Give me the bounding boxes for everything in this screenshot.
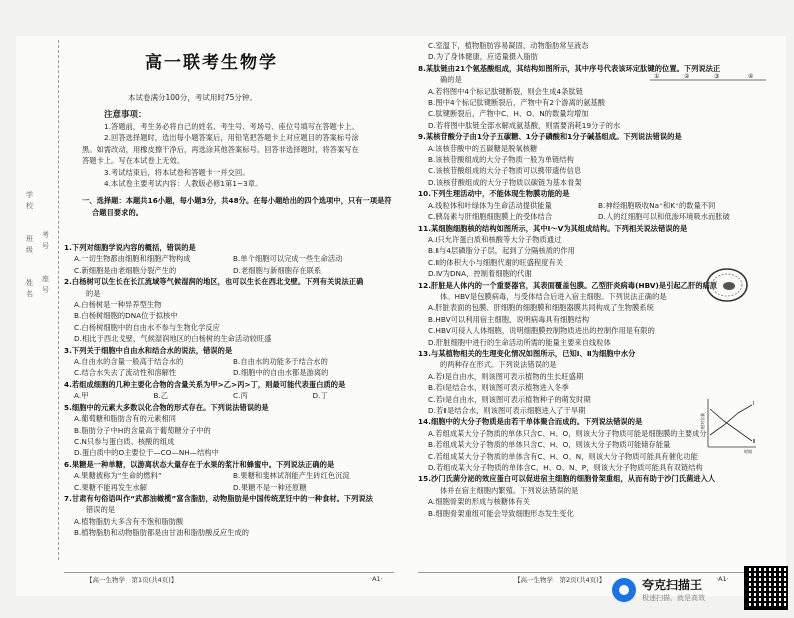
binding-label: 姓名	[26, 279, 33, 298]
option-row	[64, 470, 392, 481]
binding-label: 考号	[42, 231, 49, 250]
option-text: C.结合水失去了流动性和溶解性	[74, 368, 177, 378]
section-heading: 合题目要求的。	[92, 207, 144, 217]
option-text: A.Ⅰ只允许蛋白质和核酸等大分子物质通过	[428, 234, 562, 244]
option-text: A.该核苷酸中的五碳糖是脱氧核糖	[428, 143, 538, 153]
notice-line: 黑。如需改动，用橡皮擦干净后，再选涂其他答案标号。回答非选择题时，将答案写在	[82, 144, 359, 154]
question-stem: 15.沙门氏菌分泌的效应蛋白可以促进宿主细胞的细胞骨架重组，从而有助于沙门氏菌进入人	[418, 474, 716, 484]
option-text: D.若将图中肽链全部水解成氨基酸，则需要消耗19分子的水	[428, 120, 621, 130]
question-stem: 13.与某植物相关的生理变化情况如图所示，已知Ⅰ、Ⅱ为细胞中水分	[418, 348, 636, 358]
question-stem-cont: 错误的是	[86, 505, 116, 515]
option-text: D.果糖不是一种还原糖	[233, 482, 307, 492]
option-text: C.丙	[233, 391, 248, 401]
left-column	[64, 242, 392, 539]
option-text: C.该核苷酸组成的大分子物质可以携带遗传信息	[428, 166, 582, 176]
option-row	[64, 390, 392, 401]
option-text: B.神经细胞吸收Na⁺和K⁺的数量不同	[598, 200, 716, 210]
question-stem: 10.下列生理活动中，不能体现生物膜功能的是	[418, 189, 570, 199]
option-text: A.果糖被称为“生命的燃料”	[74, 471, 162, 481]
option-text: C.若Ⅰ是自由水，则该图可表示植物种子的萌发时期	[428, 394, 591, 404]
option-text: D.相比于西北戈壁，气候湿润地区的白杨树的生命活动较旺盛	[74, 334, 272, 344]
option-row	[64, 482, 392, 493]
option-text: B.单个细胞可以完成一些生命活动	[233, 254, 343, 264]
footer-rule	[64, 572, 394, 573]
page-subtitle: 本试卷满分100分，考试用时75分钟。	[128, 93, 257, 102]
option-row	[418, 211, 768, 222]
option-text: D.老细胞与新细胞存在联系	[233, 265, 322, 275]
option-row	[64, 265, 392, 276]
option-text: C.HBV可侵入人体细胞，说明细胞膜控制物质进出的控制作用是有限的	[428, 326, 655, 336]
series-label: Ⅱ	[753, 439, 756, 445]
question-stem-cont: 体。HBV是包膜病毒，与受体结合后进入宿主细胞。下列说法正确的是	[440, 291, 667, 301]
y-axis-label: 相对含量	[700, 413, 705, 429]
option-text: C.室温下，植物脂肪容易凝固，动物脂肪常呈液态	[428, 41, 589, 50]
question-stem-cont: 体并在宿主细胞内繁殖。下列说法错误的是	[440, 485, 579, 495]
nucleolus	[723, 282, 735, 290]
footer-right: 【高一生物学 第2页(共4页)】	[514, 576, 606, 584]
x-axis-label: 时间	[744, 449, 752, 454]
option-text: D.蛋白质中的O主要位于—CO—NH—结构中	[74, 448, 219, 458]
option-text: B.乙	[153, 391, 169, 401]
question-stem-cont: 确的是	[440, 75, 462, 85]
option-text: C.胰岛素与肝细胞细胞膜上的受体结合	[428, 212, 553, 222]
binding-label: 学校	[26, 191, 33, 210]
binding-labels	[26, 190, 36, 300]
option-text: A.若Ⅰ是自由水，则该图可表示植物的生长旺盛期	[428, 371, 584, 381]
question-stem: 7.甘肃有句俗语叫作“武都油橄榄”富含脂肪，动物脂肪是中国传统烹饪中的一种食材。下列说法	[64, 493, 374, 503]
series-line-1	[710, 405, 752, 435]
option-text: C.肽键断裂后，产物中C、H、O、N的数量均增加	[428, 109, 589, 119]
question-stem-cont: 的是	[86, 288, 101, 298]
question-stem: 2.白杨树可以生长在长江流域等气候湿润的地区，也可以生长在西北戈壁。下列有关说法正确	[64, 277, 364, 287]
nucleus-figure	[703, 265, 751, 305]
option-text: B.Ⅱ与4层磷脂分子层，起到了分隔核质的作用	[428, 246, 575, 256]
scanner-watermark	[612, 576, 705, 603]
option-text: D.该核苷酸组成的大分子物质以碳链为基本骨架	[428, 177, 582, 187]
option-text: D.为了身体健康，应适量摄入脂肪	[428, 52, 539, 62]
option-text: A.一切生物都由细胞和细胞产物构成	[74, 254, 191, 264]
option-text: B.若Ⅰ是结合水，则该图可表示植物进入冬季	[428, 383, 569, 393]
question-stem: 3.下列关于细胞中自由水和结合水的说法，错误的是	[64, 345, 233, 355]
notice-heading: 注意事项：	[104, 110, 147, 120]
series-label: Ⅰ	[753, 401, 755, 407]
option-text: C.N只参与蛋白质、核酸的组成	[74, 436, 175, 446]
notice-line: 3.考试结束后，将本试卷和答题卡一并交回。	[104, 167, 250, 177]
option-text: A.植物脂肪大多含有不饱和脂肪酸	[74, 516, 184, 526]
notice-line: 4.本试卷主要考试内容：人教版必修1第1~3章。	[104, 179, 263, 189]
option-text: B.自由水的功能多于结合水的	[233, 357, 328, 367]
option-text: A.细胞骨架的形成与核糖体有关	[428, 497, 531, 507]
binding-label: 座号	[42, 275, 49, 294]
option-text: B.该核苷酸组成的大分子物质一般为单链结构	[428, 155, 574, 165]
footer-rule	[418, 572, 768, 573]
question-stem: 12.肝脏是人体内的一个重要器官，其表面覆盖包膜。乙型肝炎病毒(HBV)是引起乙肝的病原	[418, 280, 718, 290]
scanner-name: 夸克扫描王	[642, 578, 703, 592]
option-text: A.若组成某大分子物质的单体只含C、H、O，则该大分子物质可能是细胞膜的主要成分	[428, 428, 707, 438]
peptide-figure	[648, 72, 768, 88]
scanner-logo-icon	[612, 578, 636, 602]
question-stem: 14.细胞中的大分子物质是由若干单体聚合而成的。下列说法错误的是	[418, 417, 643, 427]
notice-block	[82, 121, 392, 218]
binding-labels-2	[42, 230, 52, 296]
option-text: D.若组成某大分子物质的单体含C、H、O、N、P，则该大分子物质可能具有双链结构	[428, 463, 703, 473]
option-text: D.细胞中的自由水都是游离的	[233, 368, 329, 378]
option-row	[418, 200, 768, 211]
binding-strip	[20, 40, 59, 560]
option-text: A.线粒体和叶绿体为生命活动提供能量	[428, 200, 552, 210]
question-stem: 11.某细胞细胞核的结构如图所示，其中Ⅰ～Ⅴ为其组成结构。下列相关说法错误的是	[418, 223, 688, 233]
series-line-2	[710, 409, 752, 441]
option-text: C.白杨树细胞中的自由水不参与生物化学反应	[74, 322, 220, 332]
option-text: A.白杨树是一种异养型生物	[74, 300, 162, 310]
question-stem: 9.某核苷酸分子由1分子五碳糖、1分子磷酸和1分子碱基组成。下列说法错误的是	[418, 132, 682, 142]
option-text: B.果糖和斐林试剂能产生砖红色沉淀	[233, 471, 350, 481]
option-text: B.细胞骨架重组可能会导致细胞形态发生变化	[428, 508, 574, 518]
option-text: D.丁	[312, 391, 328, 401]
option-text: A.若将图中4个标记肽键断裂，则会生成4条肽链	[428, 86, 584, 96]
peptide-label: ①	[654, 73, 660, 80]
binding-label: 班级	[26, 235, 33, 254]
option-row	[64, 356, 392, 367]
option-text: D.若Ⅱ是结合水，则该图可表示细胞进入了干旱期	[428, 406, 586, 415]
footer-right-code: ·A1·	[716, 575, 729, 583]
page-title: 高一联考生物学	[145, 53, 278, 73]
option-text: B.HBV可以利用宿主细胞，说明病毒具有细胞结构	[428, 314, 590, 324]
scanner-slogan: 极速扫描，就是高效	[642, 594, 705, 602]
option-text: A.葡萄糖和脂肪含有的元素相同	[74, 414, 177, 424]
peptide-label: ②	[684, 73, 690, 80]
option-text: C.新细胞是由老细胞分裂产生的	[74, 265, 177, 275]
question-stem: 6.果糖是一种单糖，以游离状态大量存在于水果的浆汁和蜂蜜中。下列说法正确的是	[64, 459, 335, 469]
question-stem: 8.某肽链由21个氨基酸组成，其结构如图所示，其中序号代表该环定肽键的位置。下列说法正	[418, 63, 721, 73]
option-text: D.人的红细胞可以和低渗环境吸水而胀破	[598, 212, 730, 222]
notice-line: 2.回答选择题时，选出每小题答案后，用铅笔把答题卡上对应题目的答案标号涂	[104, 133, 359, 143]
option-text: A.自由水的含量一般高于结合水的	[74, 357, 184, 367]
option-text: C.果糖不能再发生水解	[74, 482, 148, 492]
water-graph	[700, 395, 760, 455]
question-stem: 4.若组成细胞的几种主要化合物的含量关系为甲>乙>丙>丁，则最可能代表蛋白质的是	[64, 379, 346, 389]
question-stem: 5.细胞中的元素大多数以化合物的形式存在。下列说法错误的是	[64, 402, 269, 412]
option-text: B.若组成某大分子物质的单体只含C、H、O，则该大分子物质可能储存能量	[428, 440, 671, 450]
question-stem: 1.下列对细胞学说内容的概括，错误的是	[64, 243, 196, 252]
section-heading: 一、选择题：本题共16小题，每小题3分，共48分。在每小题给出的四个选项中，只有一项是符	[82, 196, 392, 206]
notice-line: 1.答题前，考生务必将自己的姓名、考生号、考场号、座位号填写在答题卡上。	[104, 122, 359, 131]
option-text: C.Ⅱ的体积大小与细胞代谢的旺盛程度有关	[428, 257, 564, 267]
footer-left-code: ·A1·	[370, 575, 383, 583]
option-text: B.脂肪分子中H的含量高于葡萄糖分子中的	[74, 425, 211, 435]
peptide-label: ③	[714, 73, 720, 80]
footer-left: 【高一生物学 第1页(共4页)】	[86, 576, 178, 584]
qr-code-icon	[744, 566, 788, 610]
option-text: B.图中4个标记肽键断裂后，产物中有2个游离的氨基酸	[428, 98, 606, 108]
option-text: B.白杨树细胞的DNA位于拟核中	[74, 311, 178, 321]
option-text: D.Ⅳ为DNA，控制着细胞的代谢	[428, 269, 532, 279]
option-text: D.肝脏细胞中进行的生命活动所需的能量主要来自线粒体	[428, 337, 611, 347]
notice-line: 答题卡上。写在本试卷上无效。	[82, 156, 185, 166]
option-text: C.若组成某大分子物质的单体含有C、H、O、N，则该大分子物质可能具有催化功能	[428, 451, 698, 461]
option-text: A.甲	[74, 391, 89, 401]
peptide-label: ④	[748, 73, 754, 80]
option-text: A.肝脏表面的包膜、肝细胞的细胞膜和细胞器膜共同构成了生物膜系统	[428, 303, 654, 313]
question-stem-cont: 的两种存在形式。下列说法错误的是	[440, 360, 557, 370]
option-row	[64, 367, 392, 378]
option-row	[64, 253, 392, 264]
option-text: B.植物脂肪和动物脂肪都是由甘油和脂肪酸反应生成的	[74, 528, 250, 538]
